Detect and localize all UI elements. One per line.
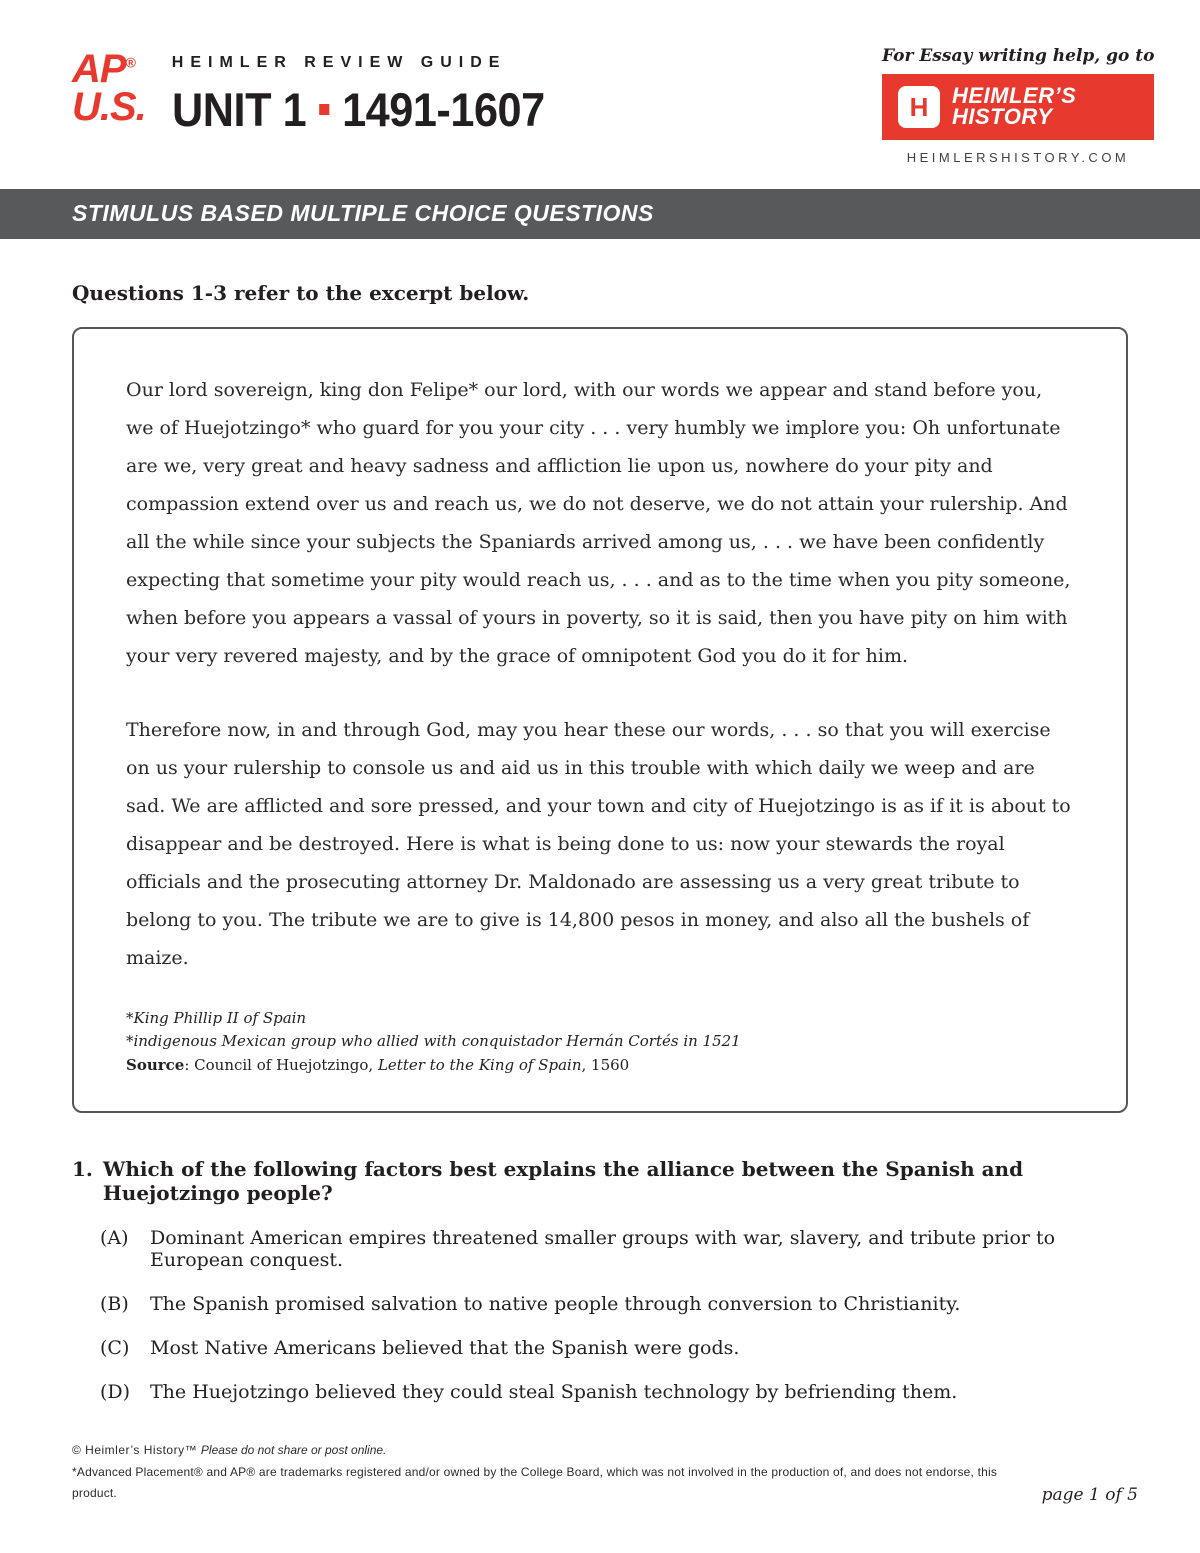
section-banner: STIMULUS BASED MULTIPLE CHOICE QUESTIONS [0, 189, 1200, 239]
footnote: *indigenous Mexican group who allied with conquistador Hernán Cortés in 1521 [126, 1032, 741, 1051]
essay-help-note: For Essay writing help, go to [882, 46, 1155, 66]
source-line [126, 1054, 1074, 1077]
page-number: page 1 of 5 [1041, 1485, 1138, 1505]
page-footer [72, 1440, 1138, 1505]
choice-b [72, 1293, 1128, 1315]
choice-label: (B) [100, 1292, 129, 1315]
excerpt-paragraph: Therefore now, in and through God, may you hear these our words, . . . so that you will exercise on us your rulership to console us and aid us in this trouble with which daily we weep and are sad. We are afflicted and sore pressed, and your town and city of Huejotzingo is as if it is about to disappear and be destroyed. Here is what is being done to us: now your stewards the royal officials and the prosecuting attorney Dr. Maldonado are assessing us a very great tribute to belong to you. The tribute we are to give is 14,800 pesos in money, and also all the bushels of maize. [126, 719, 1071, 969]
footer-copyright-line [72, 1440, 1042, 1462]
unit-title-text: UNIT 1 [171, 83, 306, 136]
choice-text: The Spanish promised salvation to native people through conversion to Christianity. [150, 1292, 961, 1315]
header-right [882, 46, 1154, 165]
footer-legal [72, 1440, 1042, 1505]
question-text: Which of the following factors best explains the alliance between the Spanish and Huejotzingo people? [102, 1156, 1024, 1205]
unit-date-range: 1491-1607 [341, 83, 545, 136]
ap-us-logo [72, 47, 146, 129]
unit-title [172, 82, 545, 137]
heimlers-history-badge [882, 74, 1154, 140]
question-1-choices [72, 1227, 1128, 1403]
brand-name-line1: HEIMLER’S [952, 83, 1077, 109]
copyright-text: © Heimler’s History™ [72, 1443, 201, 1458]
footnote: *King Phillip II of Spain [126, 1009, 307, 1027]
brand-url: HEIMLERSHISTORY.COM [906, 150, 1130, 165]
source-label: Source [126, 1055, 185, 1074]
choice-label: (C) [100, 1336, 130, 1359]
guide-kicker: HEIMLER REVIEW GUIDE [171, 54, 507, 71]
choice-text: Dominant American empires threatened smaller groups with war, slavery, and tribute prior to European conquest. [150, 1226, 1056, 1271]
square-bullet-icon [319, 104, 329, 115]
ap-logo-line1: AP® [72, 47, 135, 91]
registered-mark: ® [125, 54, 135, 71]
header [0, 0, 1200, 165]
title-block [172, 50, 577, 137]
question-number: 1. [72, 1156, 93, 1181]
source-title: Letter to the King of Spain [377, 1055, 582, 1074]
excerpt-paragraph: Our lord sovereign, king don Felipe* our lord, with our words we appear and stand before you, we of Huejotzingo* who guard for you your city . . . very humbly we implore you: Oh unfortunate are we, very great and heavy sadness and affliction lie upon us, nowhere do your pity and compassion extend over us and reach us, we do not deserve, we do not attain your rulership. And all the while since your subjects the Spaniards arrived among us, . . . we have been confidently expecting that sometime your pity would reach us, . . . and as to the time when you pity someone, when before you appears a vassal of yours in poverty, so it is said, then you have pity on him with your very revered majesty, and by the grace of omnipotent God you do it for him. [126, 379, 1071, 667]
choice-text: Most Native Americans believed that the Spanish were gods. [150, 1336, 740, 1359]
source-year: , 1560 [581, 1055, 630, 1074]
heimlers-history-logo-icon: H [898, 86, 940, 128]
main-content [0, 281, 1200, 1403]
choice-label: (D) [100, 1380, 131, 1403]
ap-logo-line2: U.S. [72, 85, 146, 129]
choice-label: (A) [100, 1226, 129, 1249]
trademark-note: *Advanced Placement® and AP® are trademarks registered and/or owned by the College Board, which was not involved in the production of, and does not endorse, this product. [72, 1464, 998, 1501]
stimulus-intro: Questions 1-3 refer to the excerpt below. [72, 281, 530, 305]
source-text: : Council of Huejotzingo, [184, 1055, 378, 1074]
excerpt-box [72, 327, 1128, 1113]
question-1 [72, 1157, 1128, 1205]
choice-c [72, 1337, 1128, 1359]
excerpt-footnotes [126, 1007, 1074, 1054]
choice-a [72, 1227, 1128, 1271]
share-note: Please do not share or post online. [200, 1443, 387, 1458]
choice-text: The Huejotzingo believed they could steal Spanish technology by befriending them. [150, 1380, 958, 1403]
brand-name [952, 83, 1077, 129]
brand-name-line2: HISTORY [952, 104, 1053, 129]
header-left [72, 47, 577, 165]
choice-d [72, 1381, 1128, 1403]
